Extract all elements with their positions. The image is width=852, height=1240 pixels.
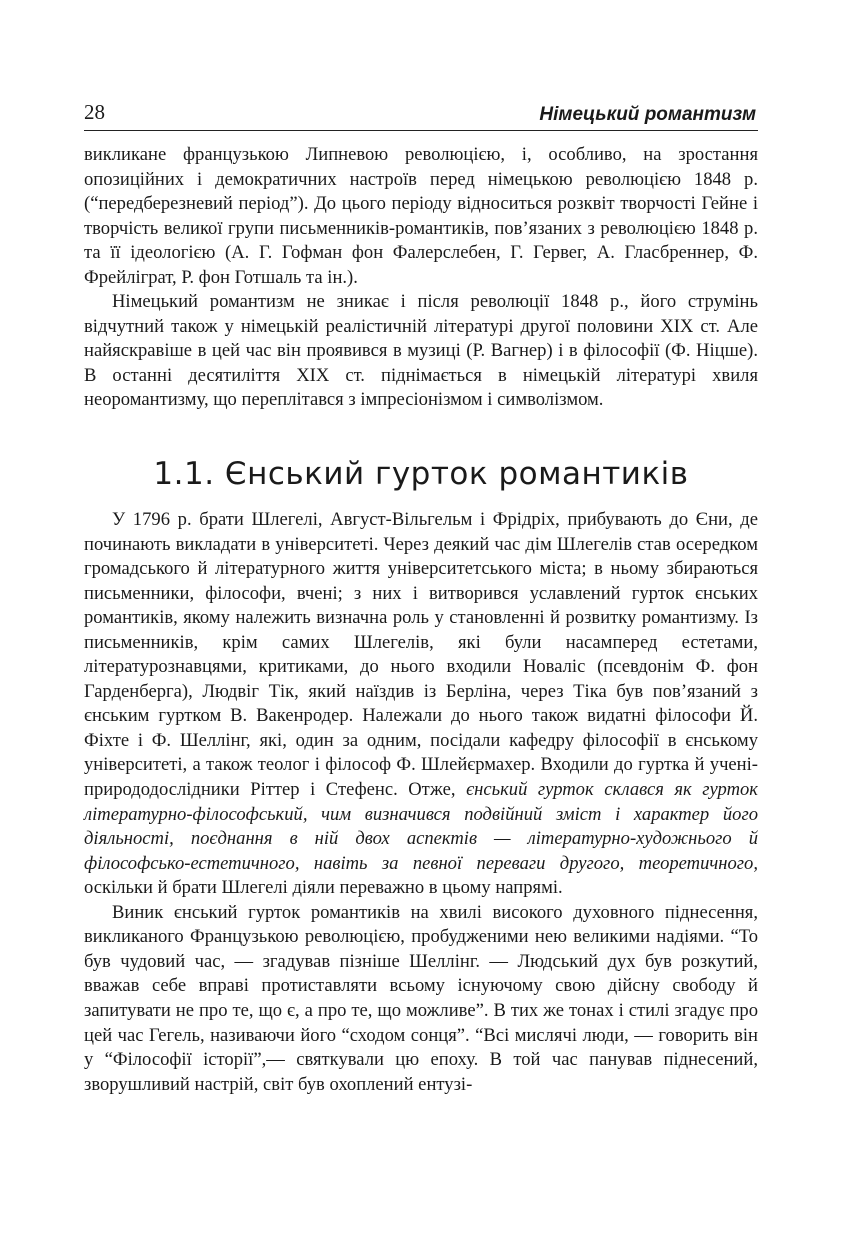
paragraph: викликане французькою Липневою революцією, і, особливо, на зростання опозиційних і демократичних настроїв перед німецькою революцією 1848 р. (“передберезневий період”). До цього періоду відноситься розквіт творчості Гейне і творчість великої групи письменників-романтиків, пов’язаних з революцією 1848 р. та її ідеологією (А. Г. Гофман фон Фалерслебен, Г. Гервег, А. Гласбреннер, Ф. Фрейліграт, Р. фон Готшаль та ін.).	[84, 144, 758, 288]
italic-emphasis: єнський гурток склався як гурток літературно-філософський, чим визначився подвійний зміст і характер його діяльності, поєднання в ній двох аспектів — літературно-художнього й філософсько-естетичного, навіть за певної переваги другого, теоретичного,	[84, 779, 759, 874]
running-title: Німецький романтизм	[539, 104, 756, 125]
page-body	[84, 143, 758, 1097]
page-header	[84, 96, 758, 131]
paragraph	[84, 508, 758, 901]
paragraph-text: У 1796 р. брати Шлегелі, Август-Вільгельм і Фрідріх, прибувають до Єни, де починають викладати в університеті. Через деякий час дім Шлегелів став осередком громадського й літературного життя університетського міста; в ньому збираються письменники, філософи, вчені; з них і витворився уславлений гурток єнських романтиків, якому належить визначна роль у становленні й розвитку романтизму. Із письменників, крім самих Шлегелів, які були насамперед естетами, літературознавцями, критиками, до нього входили Новаліс (псевдонім Ф. фон Гарденберга), Людвіг Тік, який наїздив із Берліна, через Тіка був пов’язаний з єнським гуртком В. Вакенродер. Належали до нього також видатні філософи Й. Фіхте і Ф. Шеллінг, які, один за одним, посідали кафедру філософії в єнському університеті, а також теолог і філософ Ф. Шлейєрмахер. Входили до гуртка й учені-природодослідники Ріттер і Стефенс. Отже,	[84, 509, 758, 801]
paragraph: Виник єнський гурток романтиків на хвилі високого духовного піднесення, викликаного Французькою революцією, пробудженими нею великими надіями. “То був чудовий час, — згадував пізніше Шеллінг. — Людський дух був розкутий, вважав себе вправі протиставляти всьому існуючому свою дійсну свободу й запитувати не про те, що є, а про те, що можливе”. В тих же тонах і стилі згадує про цей час Гегель, називаючи його “сходом сонця”. “Всі мислячі люди, — говорить він у “Філософії історії”,— святкували цю епоху. В той час панував піднесений, зворушливий настрій, світ був охоплений ентузі-	[84, 901, 758, 1095]
section-heading: 1.1. Єнський гурток романтиків	[153, 456, 689, 493]
page-number: 28	[84, 100, 105, 124]
paragraph: Німецький романтизм не зникає і після революції 1848 р., його струмінь відчутний також у німецькій реалістичній літературі другої половини XIX ст. Але найяскравіше в цей час він проявився в музиці (Р. Вагнер) і в філософії (Ф. Ніцше). В останні десятиліття XIX ст. піднімається в німецькій літературі хвиля неоромантизму, що переплітався з імпресіонізмом і символізмом.	[84, 291, 758, 411]
paragraph-text: оскільки й брати Шлегелі діяли переважно в цьому напрямі.	[84, 877, 563, 899]
document-page	[84, 96, 758, 1097]
